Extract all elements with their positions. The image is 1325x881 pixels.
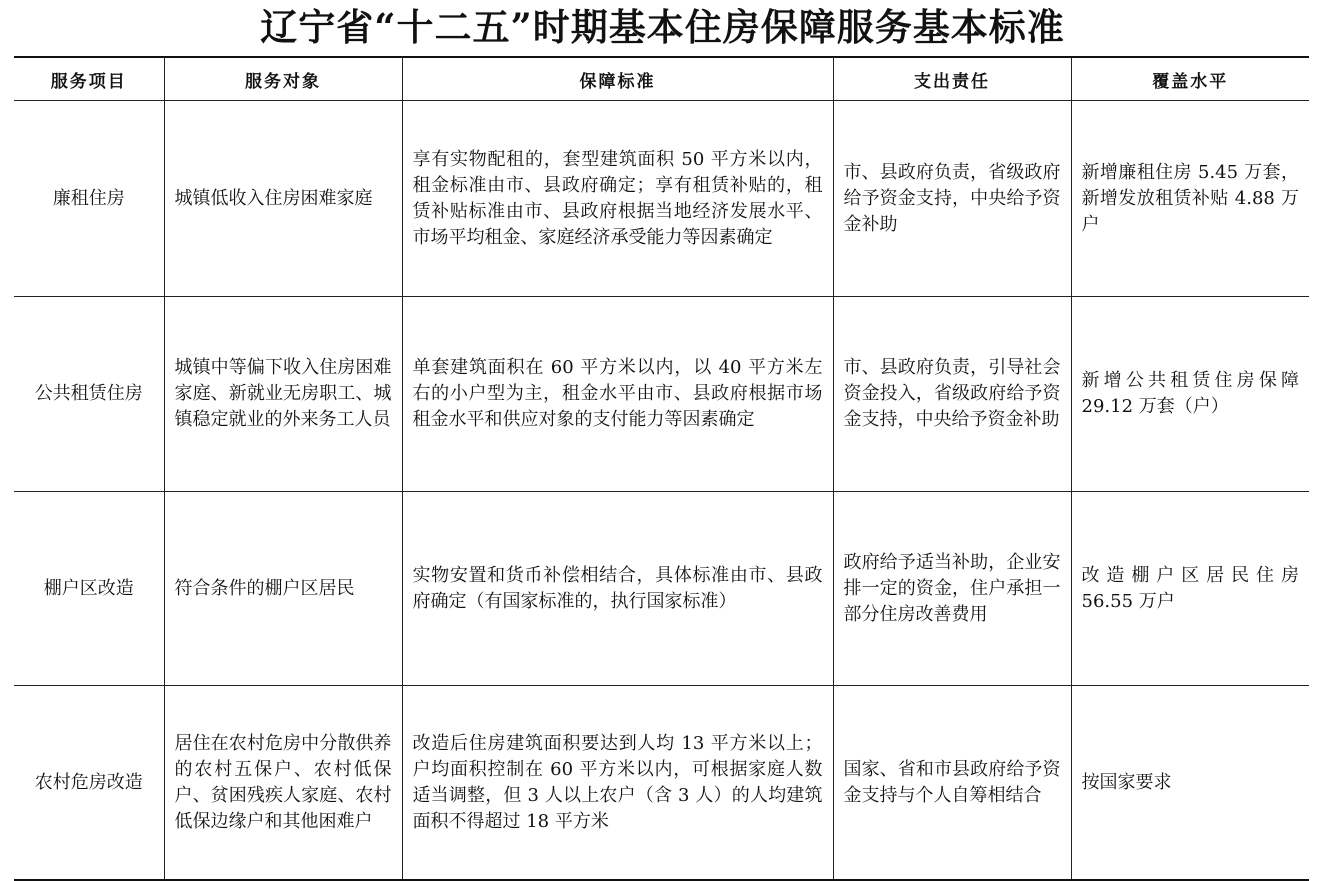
cell-service-target: 居住在农村危房中分散供养的农村五保户、农村低保户、贫困残疾人家庭、农村低保边缘户和其他困难户 [164, 686, 402, 881]
table-body [14, 101, 1309, 881]
cell-guarantee-standard: 改造后住房建筑面积要达到人均 13 平方米以上；户均面积控制在 60 平方米以内，可根据家庭人数适当调整，但 3 人以上农户（含 3 人）的人均建筑面积不得超过 18 平方米 [402, 686, 833, 881]
cell-coverage-level: 改造棚户区居民住房 56.55 万户 [1071, 492, 1309, 686]
table-row [14, 101, 1309, 297]
cell-expenditure-responsibility: 市、县政府负责，省级政府给予资金支持，中央给予资金补助 [833, 101, 1071, 297]
cell-coverage-level: 按国家要求 [1071, 686, 1309, 881]
header-service-item: 服务项目 [14, 57, 164, 101]
cell-expenditure-responsibility: 政府给予适当补助，企业安排一定的资金，住户承担一部分住房改善费用 [833, 492, 1071, 686]
standards-table [14, 56, 1309, 881]
table-row [14, 686, 1309, 881]
cell-guarantee-standard: 享有实物配租的，套型建筑面积 50 平方米以内，租金标准由市、县政府确定；享有租赁补贴的，租赁补贴标准由市、县政府根据当地经济发展水平、市场平均租金、家庭经济承受能力等因素确定 [402, 101, 833, 297]
cell-service-target: 符合条件的棚户区居民 [164, 492, 402, 686]
cell-guarantee-standard: 实物安置和货币补偿相结合，具体标准由市、县政府确定（有国家标准的，执行国家标准） [402, 492, 833, 686]
table-row [14, 492, 1309, 686]
cell-service-item: 农村危房改造 [14, 686, 164, 881]
cell-service-target: 城镇低收入住房困难家庭 [164, 101, 402, 297]
header-service-target: 服务对象 [164, 57, 402, 101]
cell-service-target: 城镇中等偏下收入住房困难家庭、新就业无房职工、城镇稳定就业的外来务工人员 [164, 297, 402, 492]
header-guarantee-standard: 保障标准 [402, 57, 833, 101]
header-expenditure-responsibility: 支出责任 [833, 57, 1071, 101]
cell-guarantee-standard: 单套建筑面积在 60 平方米以内，以 40 平方米左右的小户型为主，租金水平由市、县政府根据市场租金水平和供应对象的支付能力等因素确定 [402, 297, 833, 492]
header-row [14, 57, 1309, 101]
cell-service-item: 公共租赁住房 [14, 297, 164, 492]
page-title: 辽宁省“十二五”时期基本住房保障服务基本标准 [260, 5, 1065, 49]
header-coverage-level: 覆盖水平 [1071, 57, 1309, 101]
cell-service-item: 棚户区改造 [14, 492, 164, 686]
cell-expenditure-responsibility: 市、县政府负责，引导社会资金投入，省级政府给予资金支持，中央给予资金补助 [833, 297, 1071, 492]
table-header [14, 57, 1309, 101]
cell-coverage-level: 新增廉租住房 5.45 万套，新增发放租赁补贴 4.88 万户 [1071, 101, 1309, 297]
standards-table-container [14, 56, 1309, 881]
cell-service-item: 廉租住房 [14, 101, 164, 297]
cell-coverage-level: 新增公共租赁住房保障 29.12 万套（户） [1071, 297, 1309, 492]
cell-expenditure-responsibility: 国家、省和市县政府给予资金支持与个人自筹相结合 [833, 686, 1071, 881]
table-row [14, 297, 1309, 492]
